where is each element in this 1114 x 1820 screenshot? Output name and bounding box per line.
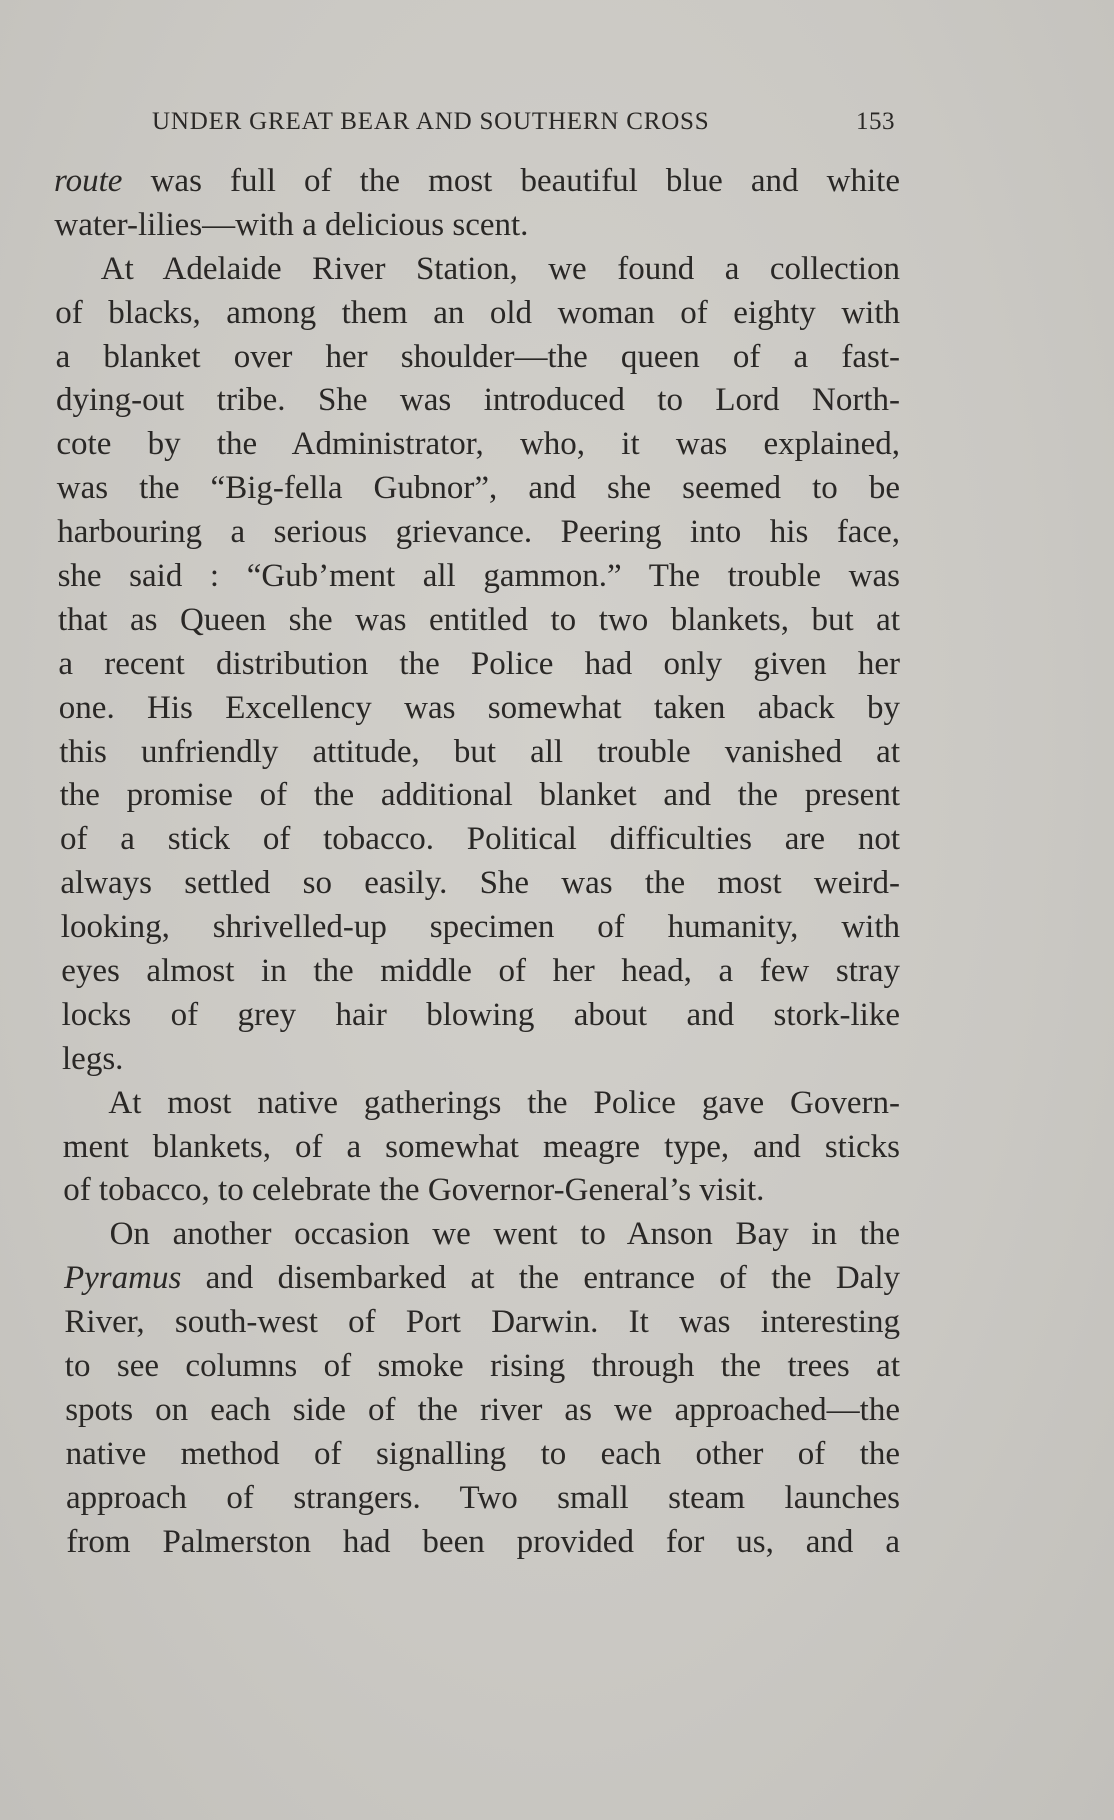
line-text: harbouring a serious grievance. Peering into his face, xyxy=(57,514,900,551)
line-text: At Adelaide River Station, we found a collection xyxy=(100,250,900,287)
text-line xyxy=(66,1477,900,1521)
line-text: spots on each side of the river as we approached—the xyxy=(65,1391,900,1428)
text-line xyxy=(60,774,900,818)
text-line xyxy=(56,423,900,467)
text-line xyxy=(63,1169,900,1213)
text-line xyxy=(56,379,900,423)
line-text: the promise of the additional blanket and the present xyxy=(59,777,900,814)
line-text: that as Queen she was entitled to two blankets, but at xyxy=(58,601,900,638)
text-line xyxy=(64,1301,900,1345)
body-text xyxy=(54,160,900,1565)
text-line xyxy=(59,731,900,775)
line-text: On another occasion we went to Anson Bay in the xyxy=(109,1216,900,1253)
text-line xyxy=(55,292,900,336)
line-text: and disembarked at the entrance of the Daly xyxy=(181,1260,900,1297)
line-text: approach of strangers. Two small steam launches xyxy=(66,1479,900,1516)
page-number: 153 xyxy=(856,108,895,135)
line-text: eyes almost in the middle of her head, a few stray xyxy=(61,953,900,990)
text-line xyxy=(58,555,900,599)
italic-word: route xyxy=(54,163,123,199)
text-line xyxy=(54,160,900,204)
text-line xyxy=(55,248,900,292)
text-line xyxy=(64,1257,900,1301)
text-line xyxy=(58,643,900,687)
text-line xyxy=(61,950,900,994)
line-text: this unfriendly attitude, but all trouble vanished at xyxy=(59,733,900,770)
text-line xyxy=(65,1389,900,1433)
line-text: dying-out tribe. She was introduced to Lord North- xyxy=(56,382,900,419)
text-line xyxy=(61,906,900,950)
line-text: of a stick of tobacco. Political difficulties are not xyxy=(60,821,900,858)
line-text: cote by the Administrator, who, it was explained, xyxy=(56,426,900,463)
line-text: a blanket over her shoulder—the queen of a fast- xyxy=(55,338,900,375)
line-text: she said : “Gub’ment all gammon.” The trouble was xyxy=(57,558,900,595)
line-text: looking, shrivelled-up specimen of humanity, with xyxy=(60,909,900,946)
text-line xyxy=(59,687,900,731)
text-line xyxy=(58,599,900,643)
line-text: locks of grey hair blowing about and stork-like xyxy=(61,996,900,1033)
line-text: native method of signalling to each other of the xyxy=(65,1435,900,1472)
text-line xyxy=(62,994,900,1038)
italic-word: Pyramus xyxy=(64,1260,182,1297)
line-text: of tobacco, to celebrate the Governor-General’s visit. xyxy=(63,1172,765,1209)
line-text: legs. xyxy=(62,1040,124,1077)
text-line xyxy=(66,1521,900,1565)
text-line xyxy=(57,467,900,511)
text-line xyxy=(66,1433,900,1477)
text-line xyxy=(65,1345,900,1389)
line-text: from Palmerston had been provided for us, and a xyxy=(66,1523,900,1560)
text-line xyxy=(57,511,900,555)
text-line xyxy=(62,1038,900,1082)
text-line xyxy=(62,1082,900,1126)
text-line xyxy=(60,818,900,862)
text-line xyxy=(54,204,900,248)
text-line xyxy=(63,1126,900,1170)
line-text: River, south-west of Port Darwin. It was interesting xyxy=(64,1304,900,1341)
line-text: of blacks, among them an old woman of eighty with xyxy=(55,294,900,331)
text-line xyxy=(60,862,900,906)
running-title: UNDER GREAT BEAR AND SOUTHERN CROSS xyxy=(152,108,710,135)
text-line xyxy=(64,1213,900,1257)
line-text: At most native gatherings the Police gave Govern- xyxy=(108,1084,900,1121)
line-text: a recent distribution the Police had only given her xyxy=(58,645,900,682)
line-text: was the “Big-fella Gubnor”, and she seemed to be xyxy=(56,470,900,507)
line-text: ment blankets, of a somewhat meagre type, and sticks xyxy=(62,1128,900,1165)
line-text: was full of the most beautiful blue and white xyxy=(122,163,900,199)
line-text: one. His Excellency was somewhat taken aback by xyxy=(58,689,900,726)
line-text: to see columns of smoke rising through the trees at xyxy=(64,1348,900,1385)
line-text: always settled so easily. She was the most weird- xyxy=(60,865,900,902)
line-text: water-lilies—with a delicious scent. xyxy=(54,206,529,243)
text-line xyxy=(56,336,900,380)
